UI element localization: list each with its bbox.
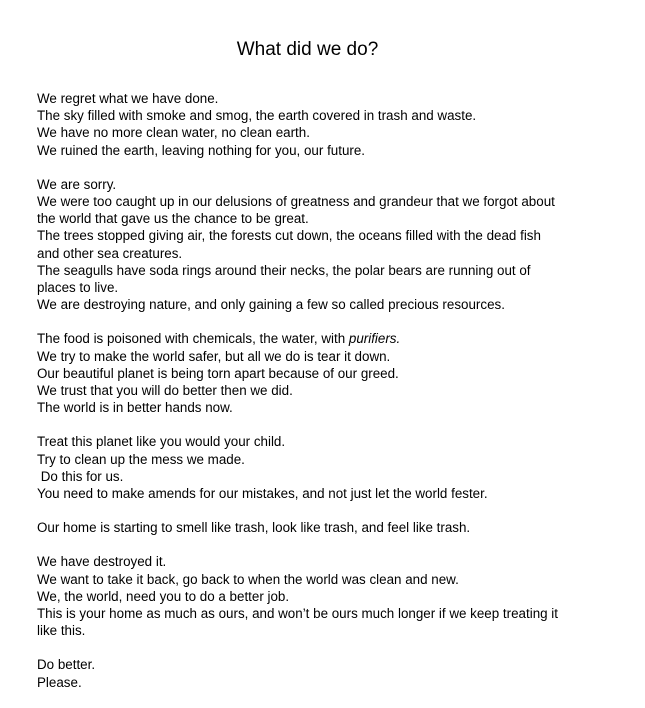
text-line: We want to take it back, go back to when the world was clean and new.	[37, 571, 459, 587]
text-line: We are destroying nature, and only gaining a few so called precious resources.	[37, 297, 505, 313]
italic-word: purifiers.	[348, 331, 401, 347]
text-line: We regret what we have done.	[37, 91, 219, 106]
text-line: We have destroyed it.	[37, 554, 167, 570]
text-line-prefix: The food is poisoned with chemicals, the water, with	[37, 331, 349, 347]
stanza-6	[37, 553, 597, 639]
stanza-1	[37, 90, 597, 159]
text-line: We trust that you will do better then we did.	[37, 383, 293, 399]
text-line: This is your home as much as ours, and won’t be ours much longer if we keep treating it	[37, 606, 558, 622]
text-line: like this.	[37, 623, 86, 639]
text-line: Try to clean up the mess we made.	[37, 451, 245, 467]
text-line: Our home is starting to smell like trash, look like trash, and feel like trash.	[37, 520, 471, 536]
text-line: We ruined the earth, leaving nothing for you, our future.	[37, 142, 366, 158]
stanza-7	[37, 656, 597, 690]
text-line: the world that gave us the chance to be great.	[37, 211, 309, 227]
text-line-mixed	[37, 330, 597, 347]
stanza-5	[37, 519, 597, 536]
text-line: and other sea creatures.	[37, 245, 183, 261]
text-line: The trees stopped giving air, the forests cut down, the oceans filled with the dead fish	[37, 228, 541, 244]
text-line: Treat this planet like you would your child.	[37, 434, 286, 450]
stanza-3	[37, 330, 597, 416]
text-line: places to live.	[37, 280, 119, 296]
document-title: What did we do?	[236, 39, 379, 60]
poem-body	[37, 90, 597, 708]
stanza-2	[37, 176, 597, 314]
stanza-4	[37, 433, 597, 502]
text-line: We have no more clean water, no clean earth.	[37, 125, 310, 141]
text-line: Do this for us.	[37, 468, 124, 484]
text-line: We were too caught up in our delusions of greatness and grandeur that we forgot about	[37, 194, 555, 210]
text-line: We are sorry.	[37, 176, 117, 192]
text-line: The seagulls have soda rings around their necks, the polar bears are running out of	[37, 262, 531, 278]
text-line: Please.	[37, 674, 82, 690]
text-line: Do better.	[37, 657, 96, 673]
text-line: The world is in better hands now.	[37, 400, 233, 416]
text-line: You need to make amends for our mistakes, and not just let the world fester.	[37, 486, 488, 502]
text-line: We try to make the world safer, but all we do is tear it down.	[37, 348, 391, 364]
text-line: Our beautiful planet is being torn apart because of our greed.	[37, 365, 399, 381]
text-line: The sky filled with smoke and smog, the earth covered in trash and waste.	[37, 108, 477, 124]
text-line: We, the world, need you to do a better job.	[37, 588, 290, 604]
